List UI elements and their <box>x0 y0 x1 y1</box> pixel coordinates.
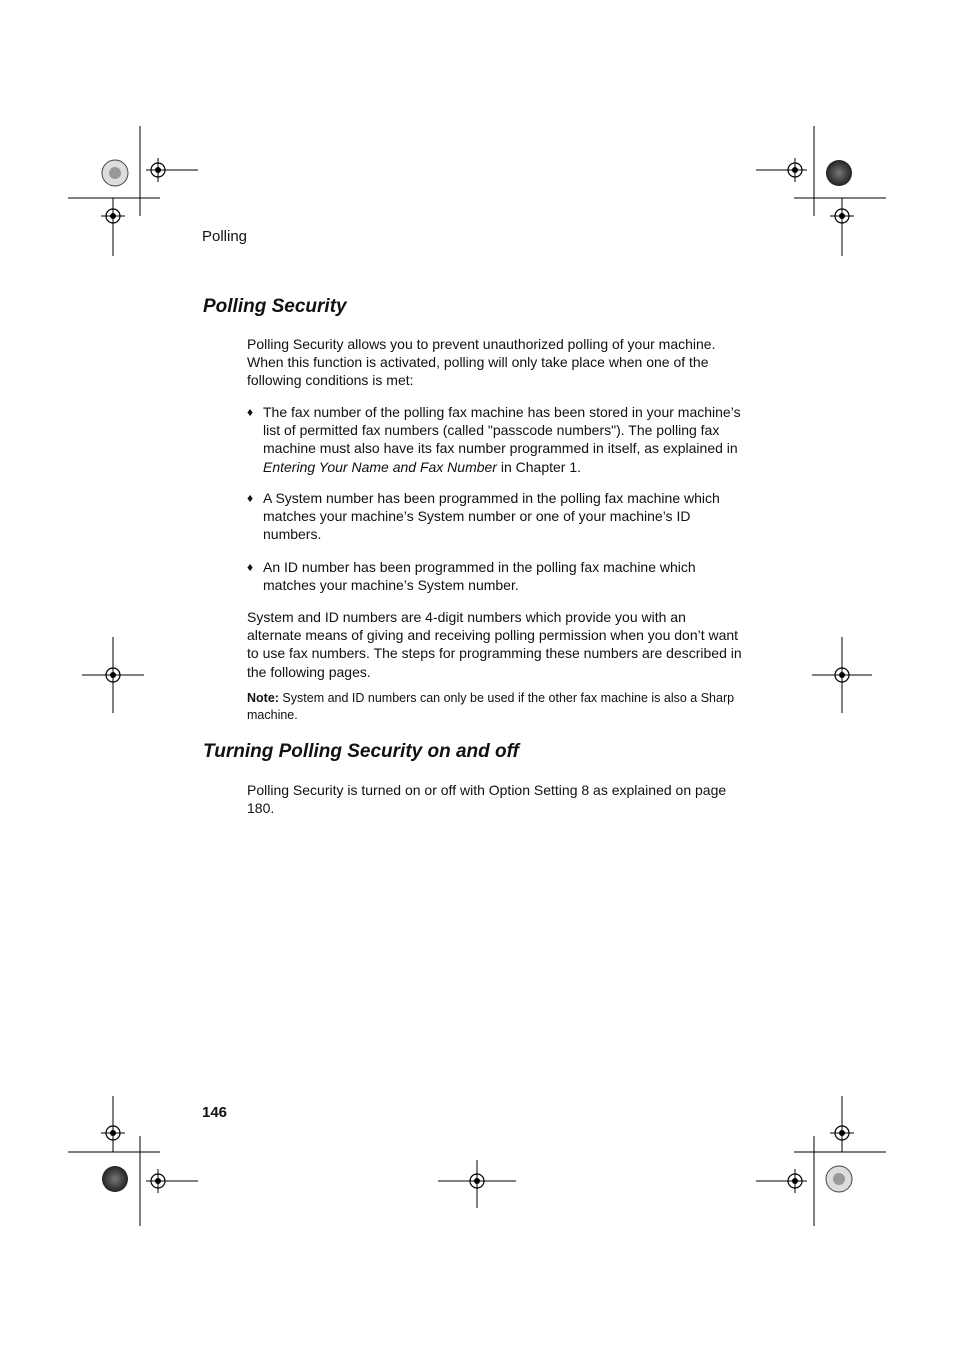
note <box>247 690 742 724</box>
bullet-item <box>247 558 742 594</box>
diamond-bullet-icon: ♦ <box>247 560 254 574</box>
cross-reference: Entering Your Name and Fax Number <box>263 458 497 475</box>
bullet-text: The fax number of the polling fax machine has been stored in your machine’s list of permitted fax numbers (called "passcode numbers"). The polling fax machine must also have its fax number programmed in itself, as explained in Entering Your Name and Fax Number in Chapter 1. <box>263 404 741 475</box>
page-number: 146 <box>202 1104 228 1121</box>
running-header: Polling <box>202 228 248 245</box>
bullet-item <box>247 489 742 544</box>
bullet-text: A System number has been programmed in the polling fax machine which matches your machine’s System number or one of your machine’s ID numbers. <box>263 490 720 543</box>
bullet-item <box>247 403 742 476</box>
intro-paragraph: Polling Security allows you to prevent unauthorized polling of your machine. When this function is activated, polling will only take place when one of the following conditions is met: <box>247 336 716 389</box>
diamond-bullet-icon: ♦ <box>247 405 254 419</box>
bullet-text: An ID number has been programmed in the polling fax machine which matches your machine’s System number. <box>263 559 696 594</box>
note-label: Note: <box>247 691 279 705</box>
body-paragraph: System and ID numbers are 4-digit numbers which provide you with an alternate means of giving and receiving polling permission when you don’t want to use fax numbers. The steps for programming these numbers are described in the following pages. <box>247 609 742 680</box>
diamond-bullet-icon: ♦ <box>247 491 254 505</box>
section-title: Polling Security <box>203 296 347 317</box>
section-title: Turning Polling Security on and off <box>203 741 519 762</box>
note-text: System and ID numbers can only be used if the other fax machine is also a Sharp machine. <box>247 691 735 722</box>
body-paragraph: Polling Security is turned on or off with Option Setting 8 as explained on page 180. <box>247 782 727 817</box>
